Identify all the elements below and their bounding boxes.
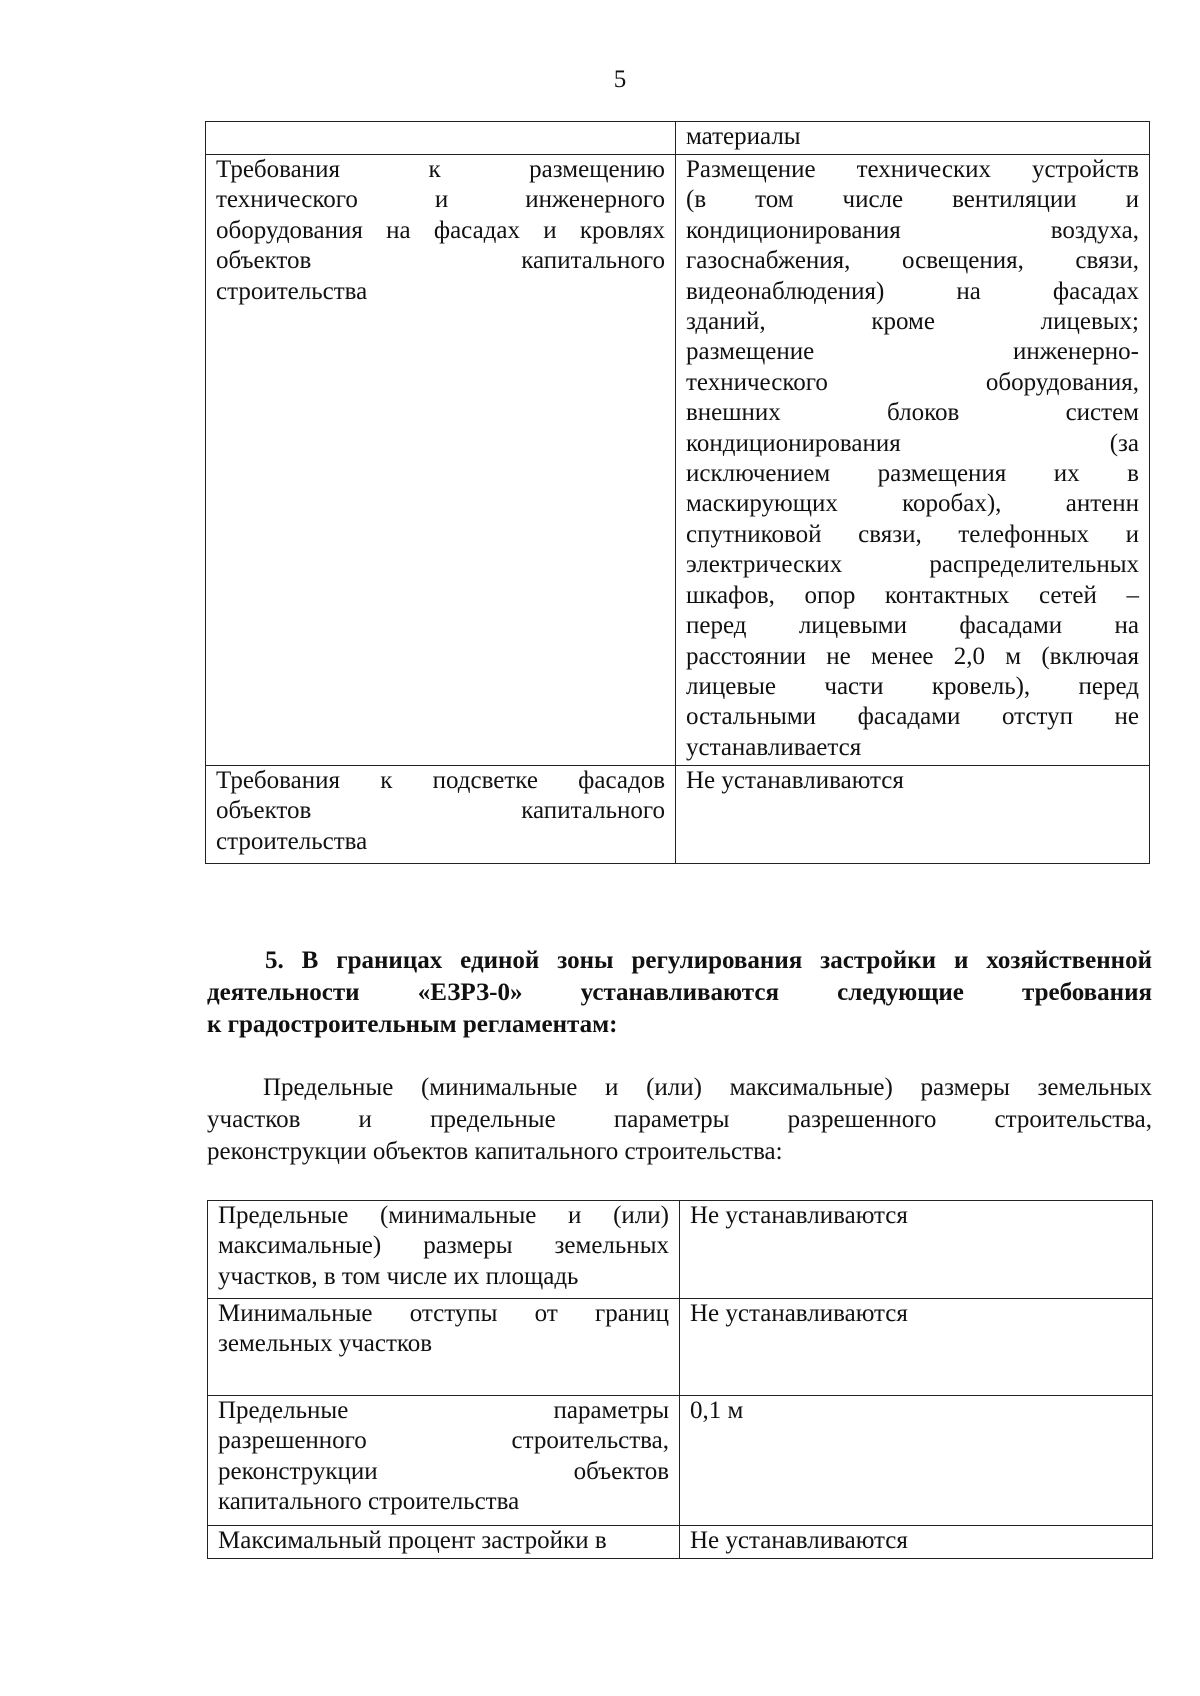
table-cell-label: [208, 1396, 680, 1526]
table-cell-label: [206, 122, 676, 155]
paragraph-line: Предельные (минимальные и (или) максимальные) размеры земельных: [263, 1074, 1152, 1101]
cell-text-line: оборудования на фасадах и кровлях: [216, 216, 665, 244]
table-row: [206, 122, 1150, 155]
heading-line: 5. В границах единой зоны регулирования застройки и хозяйственной: [265, 947, 1152, 974]
cell-text-line: максимальные) размеры земельных: [218, 1232, 669, 1260]
requirements-table-parameters: [207, 1200, 1153, 1559]
cell-text-line: остальными фасадами отступ не: [686, 703, 1139, 731]
table-cell-value: [680, 1396, 1153, 1526]
table-cell-label: [208, 1526, 680, 1559]
table-cell-value: [676, 155, 1150, 766]
table-cell-value: [680, 1299, 1153, 1396]
cell-text-line: Не устанавливаются: [690, 1300, 908, 1327]
cell-text-line: строительства: [216, 277, 368, 305]
table-cell-label: [206, 766, 676, 864]
table-cell-value: [680, 1201, 1153, 1299]
cell-text-line: внешних блоков систем: [686, 399, 1139, 427]
table-cell-label: [208, 1299, 680, 1396]
cell-text-line: расстоянии не менее 2,0 м (включая: [686, 642, 1139, 670]
paragraph-line: реконструкции объектов капитального строительства:: [207, 1138, 783, 1165]
cell-text-line: Требования к подсветке фасадов: [216, 767, 665, 794]
cell-text-line: (в том числе вентиляции и: [686, 186, 1139, 214]
table-cell-value: [676, 766, 1150, 864]
cell-text-line: Не устанавливаются: [690, 1527, 908, 1554]
cell-text-line: Размещение технических устройств: [686, 156, 1139, 183]
table-cell-value: [676, 122, 1150, 155]
intro-paragraph: [207, 1072, 1152, 1168]
table-row: [206, 155, 1150, 766]
cell-text-line: кондиционирования (за: [686, 429, 1139, 457]
cell-text-line: 0,1 м: [690, 1397, 744, 1424]
cell-text-line: спутниковой связи, телефонных и: [686, 520, 1139, 548]
cell-text-line: технического и инженерного: [216, 186, 665, 214]
table-cell-label: [206, 155, 676, 766]
cell-text-line: исключением размещения их в: [686, 460, 1139, 488]
cell-text-line: Не устанавливаются: [686, 767, 904, 794]
cell-text-line: шкафов, опор контактных сетей –: [686, 581, 1139, 609]
heading-line: деятельности «ЕЗРЗ-0» устанавливаются следующие требования: [207, 979, 1152, 1006]
cell-text-line: реконструкции объектов: [218, 1457, 669, 1485]
cell-text-line: Не устанавливаются: [690, 1202, 908, 1229]
cell-text-line: лицевые части кровель), перед: [686, 672, 1139, 700]
cell-text-line: маскирующих коробах), антенн: [686, 490, 1139, 518]
cell-text-line: электрических распределительных: [686, 551, 1139, 579]
cell-text-line: строительства: [216, 827, 368, 855]
cell-text-line: объектов капитального: [216, 797, 665, 825]
table-row: [208, 1526, 1153, 1559]
cell-text-line: Предельные параметры: [218, 1397, 669, 1424]
cell-text-line: земельных участков: [218, 1330, 433, 1358]
table-row: [208, 1299, 1153, 1396]
cell-text-line: Предельные (минимальные и (или): [218, 1202, 669, 1229]
table-cell-value: [680, 1526, 1153, 1559]
cell-text-line: материалы: [686, 123, 801, 150]
cell-text-line: размещение инженерно-: [686, 338, 1139, 366]
cell-text-line: устанавливается: [686, 733, 862, 761]
section-heading: [207, 945, 1152, 1041]
page-number: 5: [613, 66, 627, 93]
requirements-table-facades: [205, 121, 1150, 864]
heading-line: к градостроительным регламентам:: [207, 1011, 618, 1038]
cell-text-line: разрешенного строительства,: [218, 1427, 669, 1455]
cell-text-line: Максимальный процент застройки в: [218, 1527, 607, 1554]
table-row: [208, 1201, 1153, 1299]
cell-text-line: капитального строительства: [218, 1488, 520, 1516]
paragraph-line: участков и предельные параметры разрешенного строительства,: [207, 1106, 1152, 1133]
cell-text-line: зданий, кроме лицевых;: [686, 308, 1139, 336]
cell-text-line: участков, в том числе их площадь: [218, 1262, 579, 1290]
cell-text-line: видеонаблюдения) на фасадах: [686, 277, 1139, 305]
cell-text-line: объектов капитального: [216, 247, 665, 275]
cell-text-line: кондиционирования воздуха,: [686, 216, 1139, 244]
cell-text-line: газоснабжения, освещения, связи,: [686, 247, 1139, 275]
cell-text-line: Требования к размещению: [216, 156, 665, 183]
cell-text-line: Минимальные отступы от границ: [218, 1300, 669, 1327]
table-cell-label: [208, 1201, 680, 1299]
cell-text-line: технического оборудования,: [686, 368, 1139, 396]
table-row: [208, 1396, 1153, 1526]
cell-text-line: перед лицевыми фасадами на: [686, 612, 1139, 640]
table-row: [206, 766, 1150, 864]
